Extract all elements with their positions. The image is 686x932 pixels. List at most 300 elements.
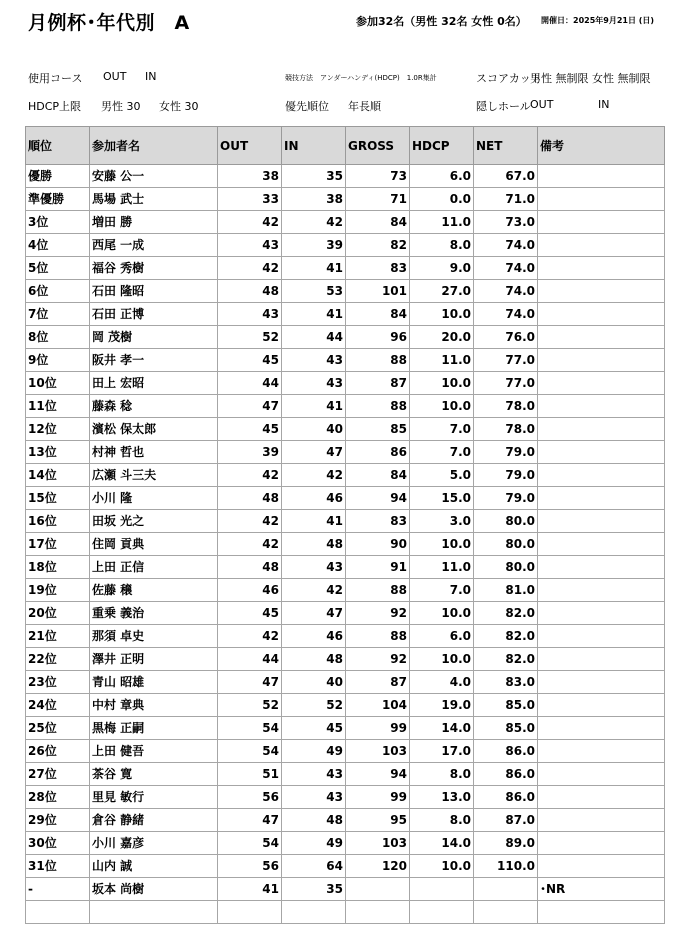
remarks-cell: [538, 326, 665, 349]
in-cell: 45: [282, 717, 346, 740]
score-cut-label: スコアカット: [476, 72, 542, 85]
out-cell: 44: [218, 372, 282, 395]
in-cell: 38: [282, 188, 346, 211]
table-row: [26, 786, 665, 809]
remarks-cell: [538, 303, 665, 326]
name-cell: 中村 章典: [90, 694, 218, 717]
rank-cell: 6位: [26, 280, 90, 303]
table-header-row: [26, 127, 665, 165]
out-cell: 45: [218, 349, 282, 372]
header-name: 参加者名: [90, 127, 218, 165]
remarks-cell: [538, 257, 665, 280]
hdcp-cell: 10.0: [410, 303, 474, 326]
rank-cell: 22位: [26, 648, 90, 671]
net-cell: 71.0: [474, 188, 538, 211]
net-cell: 79.0: [474, 464, 538, 487]
in-cell: 44: [282, 326, 346, 349]
results-table: [25, 126, 665, 924]
name-cell: 田上 宏昭: [90, 372, 218, 395]
rank-cell: 29位: [26, 809, 90, 832]
in-cell: 49: [282, 740, 346, 763]
rank-cell: 7位: [26, 303, 90, 326]
net-cell: 80.0: [474, 533, 538, 556]
hdcp-limit-male: 男性 30: [101, 100, 141, 113]
in-cell: 41: [282, 510, 346, 533]
gross-cell: 103: [346, 740, 410, 763]
hdcp-cell: 11.0: [410, 556, 474, 579]
remarks-cell: [538, 280, 665, 303]
in-cell: 42: [282, 579, 346, 602]
out-cell: 47: [218, 395, 282, 418]
gross-cell: 88: [346, 349, 410, 372]
table-row: [26, 280, 665, 303]
gross-cell: 92: [346, 602, 410, 625]
in-cell: 48: [282, 648, 346, 671]
net-cell: 67.0: [474, 165, 538, 188]
course-out: OUT: [103, 70, 127, 83]
table-row: [26, 441, 665, 464]
name-cell: 阪井 孝一: [90, 349, 218, 372]
hdcp-cell: 7.0: [410, 579, 474, 602]
remarks-cell: [538, 786, 665, 809]
net-cell: [474, 901, 538, 924]
remarks-cell: [538, 487, 665, 510]
in-cell: 35: [282, 878, 346, 901]
table-row: [26, 211, 665, 234]
rank-cell: 14位: [26, 464, 90, 487]
net-cell: 87.0: [474, 809, 538, 832]
gross-cell: 87: [346, 671, 410, 694]
net-cell: 78.0: [474, 418, 538, 441]
gross-cell: 84: [346, 303, 410, 326]
rank-cell: 21位: [26, 625, 90, 648]
name-cell: 佐藤 穣: [90, 579, 218, 602]
out-cell: 45: [218, 418, 282, 441]
remarks-cell: [538, 441, 665, 464]
out-cell: [218, 901, 282, 924]
in-cell: 48: [282, 533, 346, 556]
rank-cell: [26, 901, 90, 924]
remarks-cell: [538, 533, 665, 556]
in-cell: 46: [282, 625, 346, 648]
in-cell: 40: [282, 418, 346, 441]
header-rank: 順位: [26, 127, 90, 165]
rank-cell: 30位: [26, 832, 90, 855]
net-cell: 82.0: [474, 602, 538, 625]
rank-cell: 8位: [26, 326, 90, 349]
net-cell: 86.0: [474, 763, 538, 786]
remarks-cell: [538, 556, 665, 579]
out-cell: 48: [218, 487, 282, 510]
out-cell: 43: [218, 234, 282, 257]
rank-cell: 17位: [26, 533, 90, 556]
rank-cell: 4位: [26, 234, 90, 257]
net-cell: [474, 878, 538, 901]
name-cell: 石田 隆昭: [90, 280, 218, 303]
rank-cell: 3位: [26, 211, 90, 234]
name-cell: 藤森 稔: [90, 395, 218, 418]
remarks-cell: [538, 901, 665, 924]
name-cell: 増田 勝: [90, 211, 218, 234]
remarks-cell: [538, 234, 665, 257]
hdcp-cell: 20.0: [410, 326, 474, 349]
rank-cell: 16位: [26, 510, 90, 533]
remarks-cell: [538, 372, 665, 395]
net-cell: 76.0: [474, 326, 538, 349]
out-cell: 54: [218, 740, 282, 763]
name-cell: 安藤 公一: [90, 165, 218, 188]
rank-cell: 26位: [26, 740, 90, 763]
rank-cell: 20位: [26, 602, 90, 625]
net-cell: 82.0: [474, 648, 538, 671]
net-cell: 80.0: [474, 556, 538, 579]
in-cell: 49: [282, 832, 346, 855]
gross-cell: 104: [346, 694, 410, 717]
name-cell: 澤井 正明: [90, 648, 218, 671]
name-cell: 山内 誠: [90, 855, 218, 878]
name-cell: 住岡 貢典: [90, 533, 218, 556]
hdcp-cell: 27.0: [410, 280, 474, 303]
remarks-cell: [538, 165, 665, 188]
table-row: [26, 717, 665, 740]
table-row: [26, 349, 665, 372]
rank-cell: 10位: [26, 372, 90, 395]
hdcp-cell: 3.0: [410, 510, 474, 533]
gross-cell: 85: [346, 418, 410, 441]
out-cell: 52: [218, 694, 282, 717]
hdcp-cell: 7.0: [410, 418, 474, 441]
table-row: [26, 257, 665, 280]
hdcp-cell: 14.0: [410, 832, 474, 855]
in-cell: 41: [282, 303, 346, 326]
table-row: [26, 303, 665, 326]
table-row: [26, 694, 665, 717]
net-cell: 85.0: [474, 717, 538, 740]
hdcp-cell: 8.0: [410, 809, 474, 832]
out-cell: 45: [218, 602, 282, 625]
in-cell: 42: [282, 211, 346, 234]
remarks-cell: ･NR: [538, 878, 665, 901]
out-cell: 43: [218, 303, 282, 326]
hdcp-cell: 6.0: [410, 165, 474, 188]
rank-cell: 13位: [26, 441, 90, 464]
rank-cell: 9位: [26, 349, 90, 372]
name-cell: 福谷 秀樹: [90, 257, 218, 280]
name-cell: 田坂 光之: [90, 510, 218, 533]
gross-cell: 99: [346, 717, 410, 740]
in-cell: 41: [282, 395, 346, 418]
net-cell: 83.0: [474, 671, 538, 694]
competition-method: 競技方法 アンダーハンディ(HDCP) 1.0R集計: [285, 74, 437, 82]
in-cell: 48: [282, 809, 346, 832]
name-cell: 広瀬 斗三夫: [90, 464, 218, 487]
in-cell: 53: [282, 280, 346, 303]
hdcp-cell: [410, 901, 474, 924]
hdcp-cell: 8.0: [410, 234, 474, 257]
name-cell: 那須 卓史: [90, 625, 218, 648]
out-cell: 38: [218, 165, 282, 188]
name-cell: 倉谷 静緒: [90, 809, 218, 832]
out-cell: 48: [218, 280, 282, 303]
priority-label: 優先順位: [285, 100, 329, 113]
hdcp-cell: 10.0: [410, 648, 474, 671]
table-row: [26, 372, 665, 395]
name-cell: 濱松 保太郎: [90, 418, 218, 441]
in-cell: 43: [282, 556, 346, 579]
out-cell: 42: [218, 257, 282, 280]
net-cell: 77.0: [474, 372, 538, 395]
net-cell: 80.0: [474, 510, 538, 533]
score-cut-value: 男性 無制限 女性 無制限: [530, 72, 651, 85]
net-cell: 81.0: [474, 579, 538, 602]
hdcp-cell: 6.0: [410, 625, 474, 648]
table-row: [26, 763, 665, 786]
header-remarks: 備考: [538, 127, 665, 165]
rank-cell: 24位: [26, 694, 90, 717]
table-row: [26, 832, 665, 855]
header-gross: GROSS: [346, 127, 410, 165]
rank-cell: 11位: [26, 395, 90, 418]
out-cell: 42: [218, 464, 282, 487]
hidden-hole-label: 隠しホール: [476, 100, 531, 113]
hdcp-cell: 11.0: [410, 211, 474, 234]
out-cell: 56: [218, 855, 282, 878]
gross-cell: 71: [346, 188, 410, 211]
rank-cell: 15位: [26, 487, 90, 510]
table-row: [26, 487, 665, 510]
rank-cell: 12位: [26, 418, 90, 441]
table-row: [26, 855, 665, 878]
in-cell: 35: [282, 165, 346, 188]
hdcp-cell: 10.0: [410, 372, 474, 395]
in-cell: 43: [282, 786, 346, 809]
in-cell: 43: [282, 763, 346, 786]
in-cell: 52: [282, 694, 346, 717]
gross-cell: 88: [346, 395, 410, 418]
gross-cell: 103: [346, 832, 410, 855]
hdcp-cell: [410, 878, 474, 901]
out-cell: 42: [218, 625, 282, 648]
gross-cell: 87: [346, 372, 410, 395]
course-label: 使用コース: [28, 72, 83, 85]
hdcp-cell: 10.0: [410, 395, 474, 418]
page-title: 月例杯･年代別 A: [28, 12, 190, 34]
name-cell: 小川 隆: [90, 487, 218, 510]
rank-cell: 19位: [26, 579, 90, 602]
hdcp-cell: 10.0: [410, 855, 474, 878]
gross-cell: 84: [346, 211, 410, 234]
participant-count: 参加32名（男性 32名 女性 0名）: [356, 15, 527, 28]
event-date: 開催日：2025年9月21日 (日): [541, 16, 655, 25]
net-cell: 82.0: [474, 625, 538, 648]
out-cell: 47: [218, 671, 282, 694]
out-cell: 47: [218, 809, 282, 832]
rank-cell: 28位: [26, 786, 90, 809]
gross-cell: 96: [346, 326, 410, 349]
name-cell: [90, 901, 218, 924]
in-cell: 64: [282, 855, 346, 878]
out-cell: 44: [218, 648, 282, 671]
net-cell: 79.0: [474, 441, 538, 464]
gross-cell: 88: [346, 625, 410, 648]
remarks-cell: [538, 694, 665, 717]
remarks-cell: [538, 510, 665, 533]
remarks-cell: [538, 579, 665, 602]
remarks-cell: [538, 464, 665, 487]
hdcp-cell: 8.0: [410, 763, 474, 786]
header-net: NET: [474, 127, 538, 165]
gross-cell: 84: [346, 464, 410, 487]
table-row: [26, 625, 665, 648]
gross-cell: [346, 901, 410, 924]
net-cell: 85.0: [474, 694, 538, 717]
net-cell: 74.0: [474, 303, 538, 326]
table-row: [26, 556, 665, 579]
in-cell: 47: [282, 602, 346, 625]
remarks-cell: [538, 395, 665, 418]
rank-cell: 25位: [26, 717, 90, 740]
out-cell: 52: [218, 326, 282, 349]
gross-cell: [346, 878, 410, 901]
name-cell: 重乗 義治: [90, 602, 218, 625]
net-cell: 74.0: [474, 280, 538, 303]
net-cell: 74.0: [474, 234, 538, 257]
gross-cell: 88: [346, 579, 410, 602]
remarks-cell: [538, 763, 665, 786]
rank-cell: 5位: [26, 257, 90, 280]
name-cell: 茶谷 寛: [90, 763, 218, 786]
in-cell: 43: [282, 349, 346, 372]
hidden-hole-out: OUT: [530, 98, 554, 111]
net-cell: 73.0: [474, 211, 538, 234]
table-row: [26, 878, 665, 901]
hidden-hole-in: IN: [598, 98, 610, 111]
remarks-cell: [538, 625, 665, 648]
hdcp-cell: 10.0: [410, 533, 474, 556]
table-row: [26, 395, 665, 418]
net-cell: 86.0: [474, 786, 538, 809]
hdcp-cell: 9.0: [410, 257, 474, 280]
out-cell: 48: [218, 556, 282, 579]
name-cell: 石田 正博: [90, 303, 218, 326]
hdcp-cell: 17.0: [410, 740, 474, 763]
table-row: [26, 648, 665, 671]
remarks-cell: [538, 602, 665, 625]
out-cell: 42: [218, 211, 282, 234]
gross-cell: 92: [346, 648, 410, 671]
out-cell: 54: [218, 832, 282, 855]
table-row: [26, 671, 665, 694]
remarks-cell: [538, 418, 665, 441]
table-row: [26, 579, 665, 602]
out-cell: 41: [218, 878, 282, 901]
remarks-cell: [538, 671, 665, 694]
table-row: [26, 418, 665, 441]
in-cell: 41: [282, 257, 346, 280]
gross-cell: 120: [346, 855, 410, 878]
remarks-cell: [538, 211, 665, 234]
table-row: [26, 234, 665, 257]
name-cell: 西尾 一成: [90, 234, 218, 257]
gross-cell: 99: [346, 786, 410, 809]
out-cell: 39: [218, 441, 282, 464]
table-row: [26, 188, 665, 211]
net-cell: 77.0: [474, 349, 538, 372]
out-cell: 42: [218, 533, 282, 556]
name-cell: 上田 正信: [90, 556, 218, 579]
header-out: OUT: [218, 127, 282, 165]
net-cell: 110.0: [474, 855, 538, 878]
in-cell: [282, 901, 346, 924]
hdcp-cell: 14.0: [410, 717, 474, 740]
name-cell: 黒梅 正嗣: [90, 717, 218, 740]
gross-cell: 73: [346, 165, 410, 188]
in-cell: 47: [282, 441, 346, 464]
table-row: [26, 326, 665, 349]
rank-cell: 準優勝: [26, 188, 90, 211]
hdcp-cell: 7.0: [410, 441, 474, 464]
name-cell: 青山 昭雄: [90, 671, 218, 694]
priority-value: 年長順: [348, 100, 381, 113]
gross-cell: 101: [346, 280, 410, 303]
name-cell: 上田 健吾: [90, 740, 218, 763]
hdcp-cell: 10.0: [410, 602, 474, 625]
out-cell: 46: [218, 579, 282, 602]
table-row: [26, 901, 665, 924]
name-cell: 馬場 武士: [90, 188, 218, 211]
gross-cell: 94: [346, 487, 410, 510]
rank-cell: 優勝: [26, 165, 90, 188]
name-cell: 坂本 尚樹: [90, 878, 218, 901]
in-cell: 39: [282, 234, 346, 257]
hdcp-limit-female: 女性 30: [159, 100, 199, 113]
out-cell: 33: [218, 188, 282, 211]
hdcp-cell: 13.0: [410, 786, 474, 809]
rank-cell: 18位: [26, 556, 90, 579]
table-row: [26, 165, 665, 188]
remarks-cell: [538, 648, 665, 671]
hdcp-cell: 5.0: [410, 464, 474, 487]
hdcp-cell: 15.0: [410, 487, 474, 510]
net-cell: 74.0: [474, 257, 538, 280]
rank-cell: -: [26, 878, 90, 901]
in-cell: 46: [282, 487, 346, 510]
table-row: [26, 533, 665, 556]
name-cell: 小川 嘉彦: [90, 832, 218, 855]
remarks-cell: [538, 188, 665, 211]
in-cell: 40: [282, 671, 346, 694]
out-cell: 42: [218, 510, 282, 533]
net-cell: 89.0: [474, 832, 538, 855]
name-cell: 岡 茂樹: [90, 326, 218, 349]
gross-cell: 82: [346, 234, 410, 257]
net-cell: 79.0: [474, 487, 538, 510]
gross-cell: 90: [346, 533, 410, 556]
gross-cell: 91: [346, 556, 410, 579]
out-cell: 51: [218, 763, 282, 786]
gross-cell: 86: [346, 441, 410, 464]
remarks-cell: [538, 740, 665, 763]
hdcp-cell: 11.0: [410, 349, 474, 372]
remarks-cell: [538, 349, 665, 372]
name-cell: 村神 哲也: [90, 441, 218, 464]
header-in: IN: [282, 127, 346, 165]
hdcp-cell: 19.0: [410, 694, 474, 717]
table-row: [26, 464, 665, 487]
out-cell: 54: [218, 717, 282, 740]
hdcp-cell: 4.0: [410, 671, 474, 694]
net-cell: 78.0: [474, 395, 538, 418]
